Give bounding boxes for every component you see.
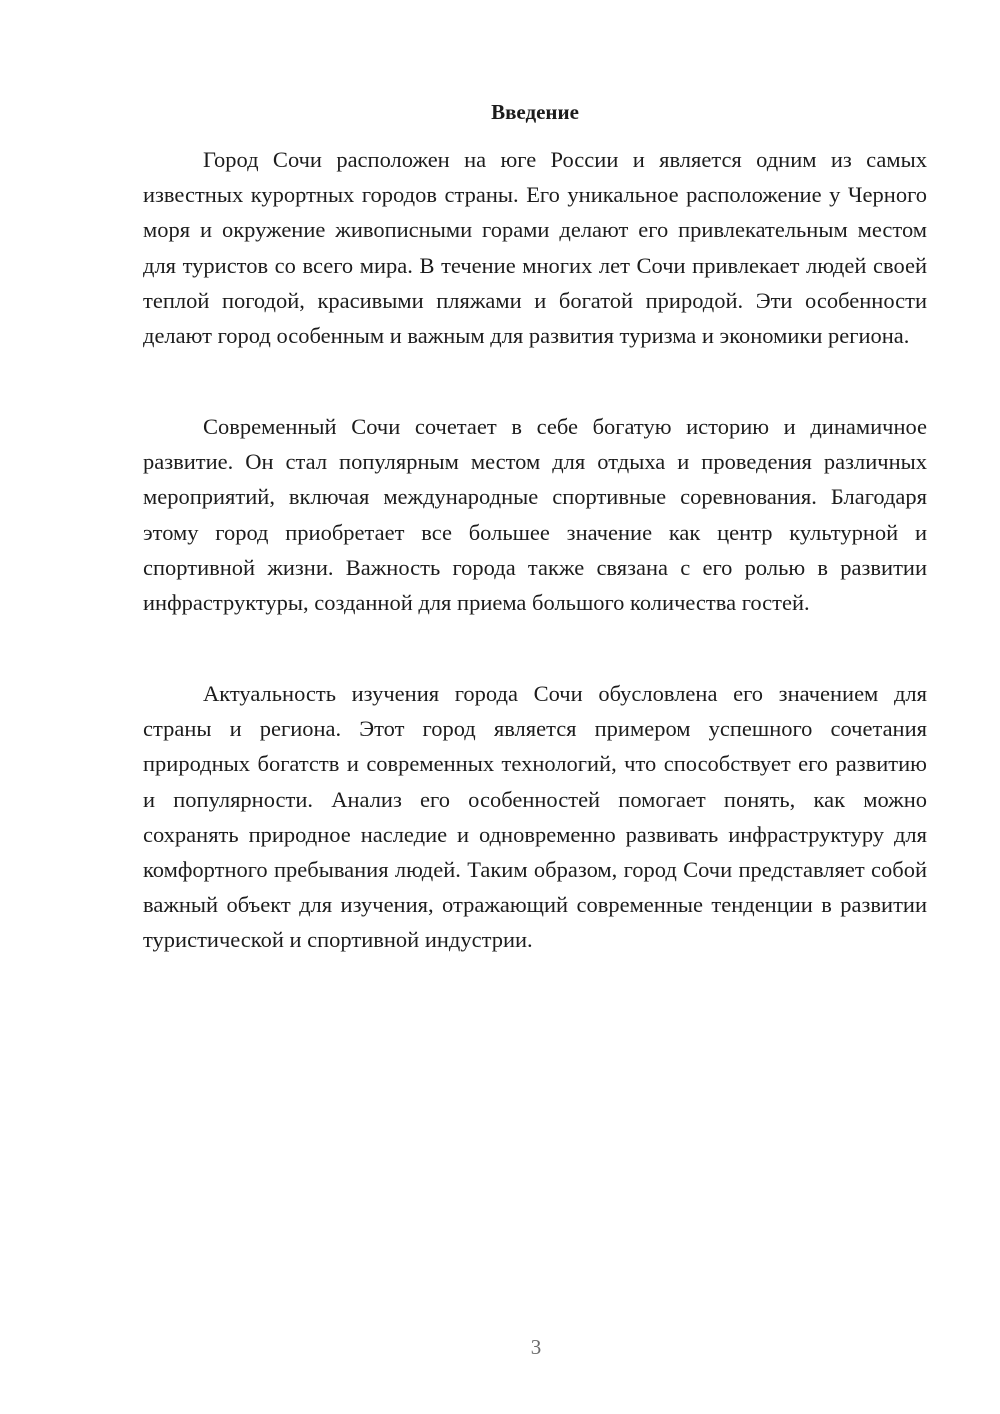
body-paragraph: Актуальность изучения города Сочи обусловлена его значением для страны и региона. Этот город является примером успешного сочетания природных богатств и современных технологий, что способствует его развитию и популярности. Анализ его особенностей помогает понять, как можно сохранять природное наследие и одновременно развивать инфраструктуру для комфортного пребывания людей. Таким образом, город Сочи представляет собой важный объект для изучения, отражающий современные тенденции в развитии туристической и спортивной индустрии. [143, 681, 927, 953]
body-paragraph: Современный Сочи сочетает в себе богатую историю и динамичное развитие. Он стал популярным местом для отдыха и проведения различных мероприятий, включая международные спортивные соревнования. Благодаря этому город приобретает все большее значение как центр культурной и спортивной жизни. Важность города также связана с его ролью в развитии инфраструктуры, созданной для приема большого количества гостей. [143, 414, 927, 616]
body-paragraph: Город Сочи расположен на юге России и является одним из самых известных курортных городов страны. Его уникальное расположение у Черного моря и окружение живописными горами делают его привлекательным местом для туристов со всего мира. В течение многих лет Сочи привлекает людей своей теплой погодой, красивыми пляжами и богатой природой. Эти особенности делают город особенным и важным для развития туризма и экономики региона. [143, 147, 927, 349]
page-number: 3 [530, 1335, 542, 1359]
section-heading: Введение [491, 100, 579, 124]
